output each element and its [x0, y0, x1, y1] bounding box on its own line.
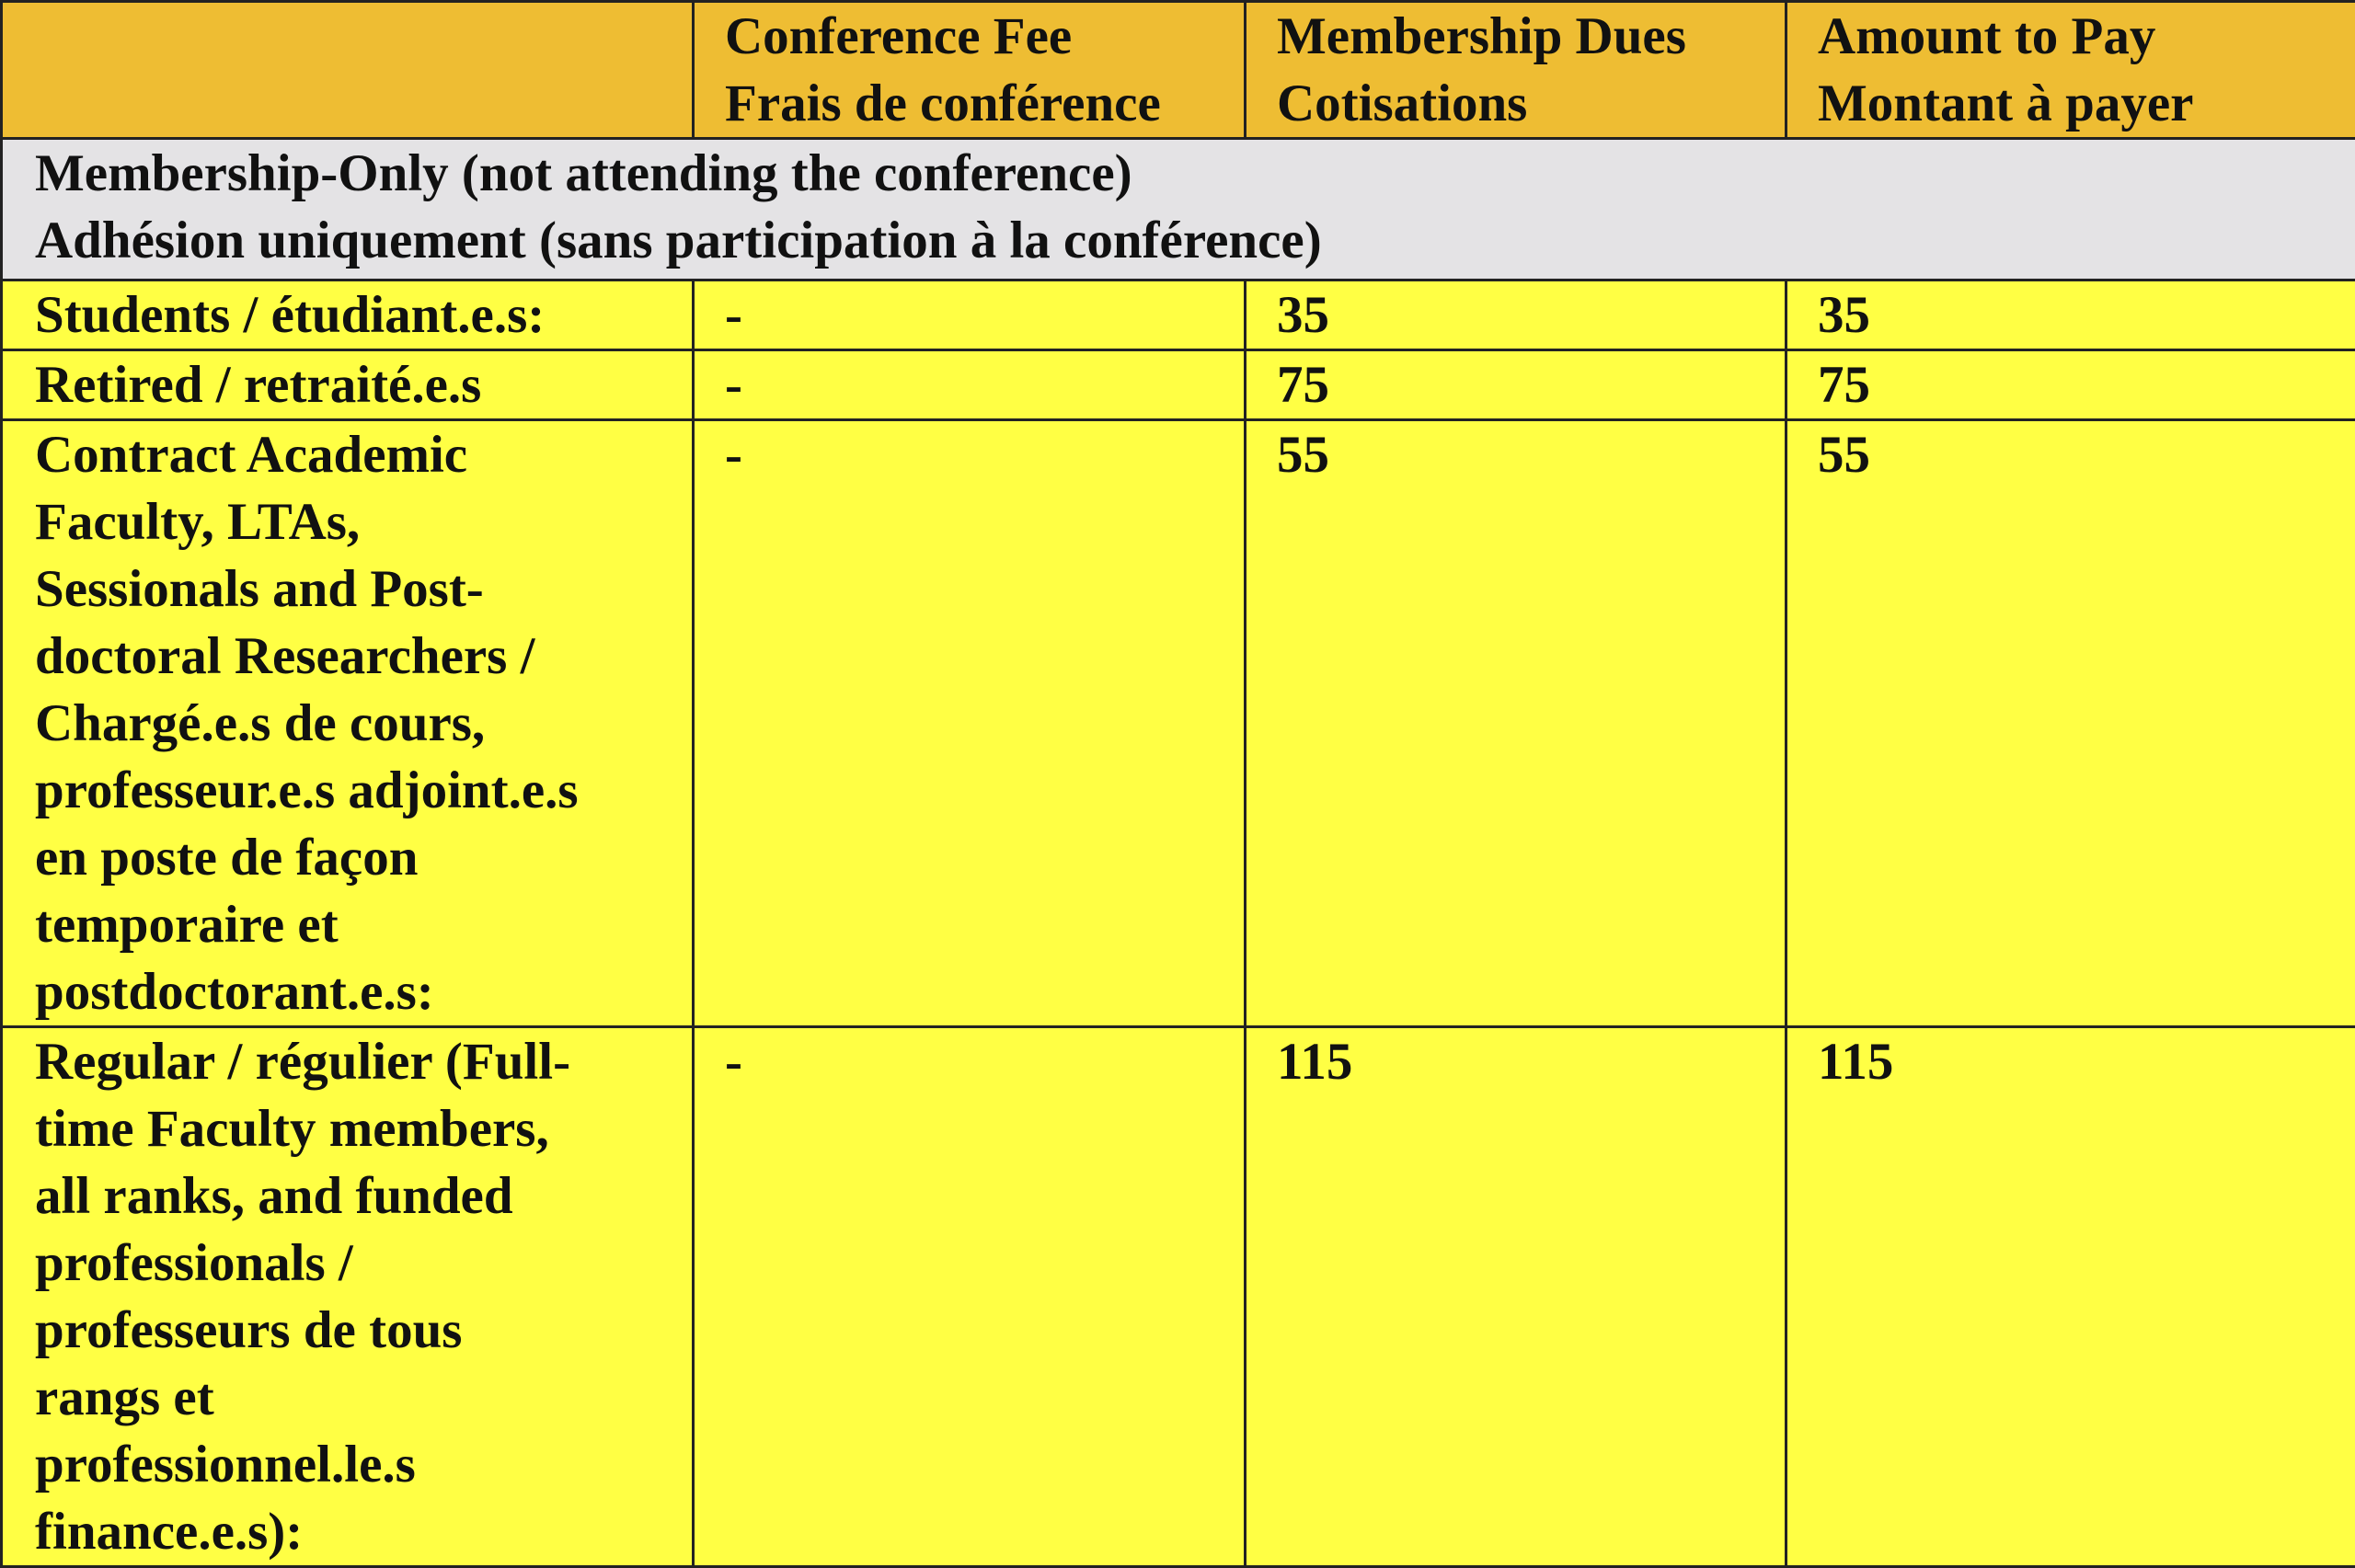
category-line: Regular / régulier (Full- — [35, 1028, 692, 1095]
category-cell: Retired / retraité.e.s — [2, 350, 694, 420]
membership-dues-cell: 35 — [1246, 280, 1786, 350]
header-membership-dues — [1246, 2, 1786, 139]
category-line: professeurs de tous — [35, 1297, 692, 1364]
amount-to-pay-cell: 115 — [1786, 1027, 2355, 1567]
table-row — [2, 420, 2355, 1027]
conference-fee-cell: - — [694, 1027, 1246, 1567]
category-line: Chargé.e.s de cours, — [35, 690, 692, 757]
category-line: Faculty, LTAs, — [35, 488, 692, 555]
category-line: all ranks, and funded — [35, 1162, 692, 1230]
header-membership-dues-fr: Cotisations — [1277, 70, 1785, 137]
category-line: finance.e.s): — [35, 1498, 692, 1565]
membership-dues-cell: 75 — [1246, 350, 1786, 420]
category-cell — [2, 1027, 694, 1567]
header-amount-to-pay-fr: Montant à payer — [1818, 70, 2355, 137]
category-line: professionnel.le.s — [35, 1431, 692, 1498]
conference-fee-cell: - — [694, 420, 1246, 1027]
category-line: Sessionals and Post- — [35, 555, 692, 623]
category-line: en poste de façon — [35, 824, 692, 891]
table-header-row — [2, 2, 2355, 139]
category-line: rangs et — [35, 1364, 692, 1431]
category-cell: Students / étudiant.e.s: — [2, 280, 694, 350]
amount-to-pay-cell: 75 — [1786, 350, 2355, 420]
category-line: Contract Academic — [35, 421, 692, 488]
category-line: temporaire et — [35, 891, 692, 958]
header-conference-fee-fr: Frais de conférence — [725, 70, 1244, 137]
category-line: professeur.e.s adjoint.e.s — [35, 757, 692, 824]
amount-to-pay-cell: 35 — [1786, 280, 2355, 350]
membership-dues-cell: 115 — [1246, 1027, 1786, 1567]
amount-to-pay-cell: 55 — [1786, 420, 2355, 1027]
header-category-cell — [2, 2, 694, 139]
category-line: doctoral Researchers / — [35, 623, 692, 690]
membership-dues-cell: 55 — [1246, 420, 1786, 1027]
section-title-fr: Adhésion uniquement (sans participation à la conférence) — [35, 207, 2355, 274]
header-conference-fee — [694, 2, 1246, 139]
header-amount-to-pay-en: Amount to Pay — [1818, 3, 2355, 70]
table-row — [2, 280, 2355, 350]
table-row — [2, 350, 2355, 420]
conference-fee-cell: - — [694, 350, 1246, 420]
section-heading-row — [2, 139, 2355, 280]
header-conference-fee-en: Conference Fee — [725, 3, 1244, 70]
table-row — [2, 1027, 2355, 1567]
category-line: professionals / — [35, 1230, 692, 1297]
conference-fee-cell: - — [694, 280, 1246, 350]
section-title-en: Membership-Only (not attending the conference) — [35, 140, 2355, 207]
header-membership-dues-en: Membership Dues — [1277, 3, 1785, 70]
section-heading-cell — [2, 139, 2355, 280]
category-cell — [2, 420, 694, 1027]
category-line: postdoctorant.e.s: — [35, 958, 692, 1025]
header-amount-to-pay — [1786, 2, 2355, 139]
category-line: time Faculty members, — [35, 1095, 692, 1162]
